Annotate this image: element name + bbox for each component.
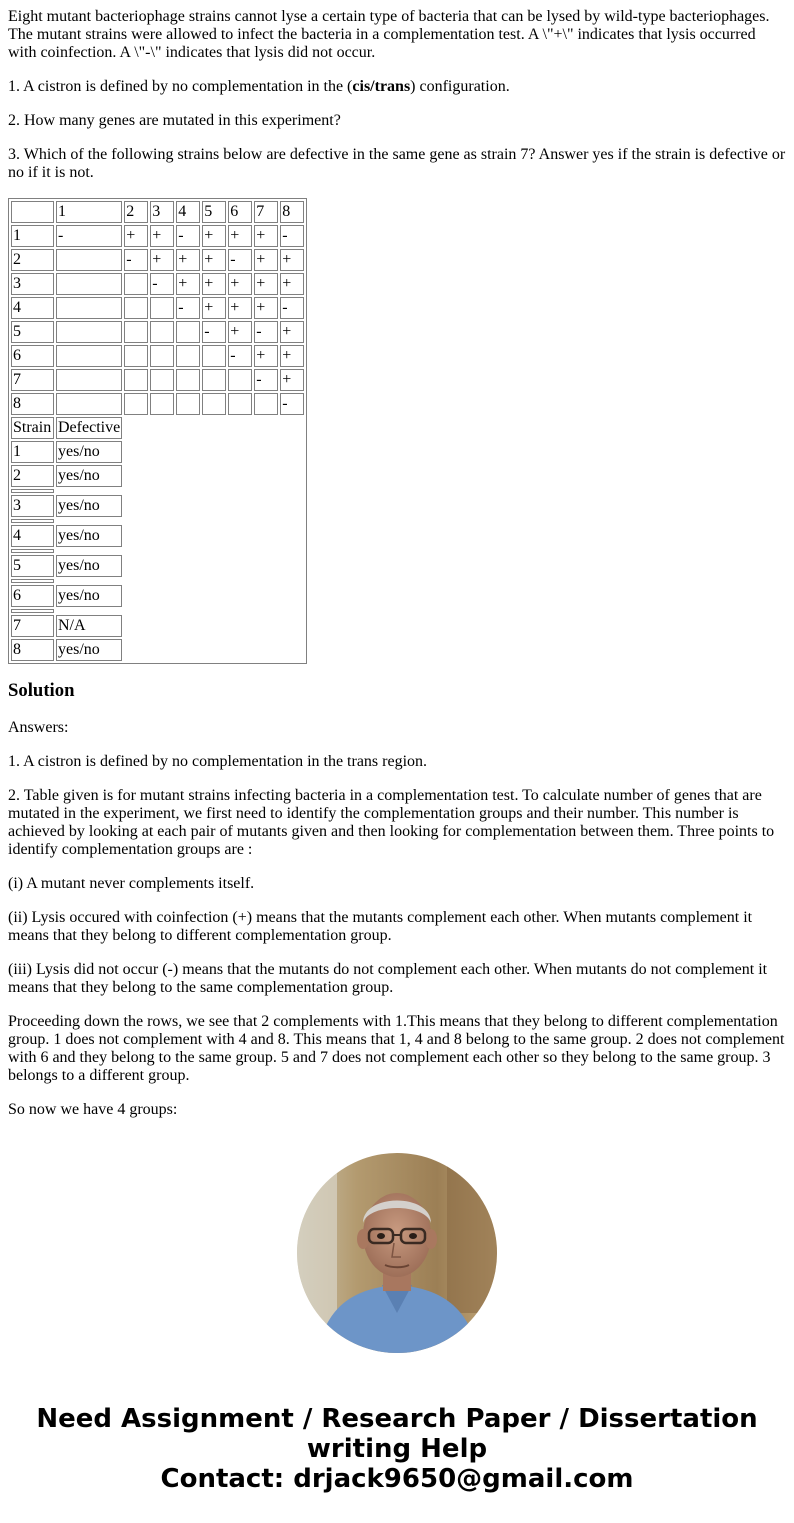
table-cell: - xyxy=(176,225,200,247)
table-cell: - xyxy=(56,225,122,247)
point-i: (i) A mutant never complements itself. xyxy=(8,875,255,892)
promo-line-1: Need Assignment / Research Paper / Dissertation xyxy=(36,1404,758,1434)
promo-line-2: writing Help xyxy=(306,1434,488,1464)
spacer-row xyxy=(11,519,304,523)
table-cell xyxy=(176,345,200,367)
proceeding-paragraph: Proceeding down the rows, we see that 2 complements with 1.This means that they belong to different complementation group. 1 does not complement with 4 and 8. This means that 1, 4 and 8 belong to the same group. 2 does not complement with 6 and they belong to the same group. 5 and 7 does not complement each other so they belong to the same group. 3 belongs to a different group. xyxy=(8,1013,785,1084)
spacer-empty xyxy=(56,609,122,613)
table-cell: + xyxy=(228,321,252,343)
table-cell xyxy=(124,345,148,367)
table-cell: 2 xyxy=(11,249,54,271)
avatar-portrait-icon xyxy=(297,1153,497,1353)
table-cell xyxy=(124,393,148,415)
table-header-row xyxy=(11,201,304,223)
answer-header-cell: Defective xyxy=(56,417,122,439)
table-row xyxy=(11,321,304,343)
table-cell xyxy=(124,297,148,319)
table-cell: - xyxy=(176,297,200,319)
table-row xyxy=(11,369,304,391)
strain-cell: 6 xyxy=(11,585,54,607)
table-cell: + xyxy=(280,249,304,271)
complementation-table-body xyxy=(11,201,304,661)
table-cell: + xyxy=(176,249,200,271)
table-cell xyxy=(202,345,226,367)
defective-cell: yes/no xyxy=(56,525,122,547)
table-cell: - xyxy=(124,249,148,271)
table-cell: 3 xyxy=(11,273,54,295)
header-cell: 4 xyxy=(176,201,200,223)
table-cell xyxy=(56,273,122,295)
spacer-cell xyxy=(11,519,54,523)
spacer-empty xyxy=(56,579,122,583)
strain-cell: 3 xyxy=(11,495,54,517)
header-cell: 2 xyxy=(124,201,148,223)
table-cell: - xyxy=(280,393,304,415)
spacer-row xyxy=(11,609,304,613)
table-cell: 8 xyxy=(11,393,54,415)
strain-cell: 2 xyxy=(11,465,54,487)
table-cell: + xyxy=(280,321,304,343)
table-cell: + xyxy=(228,273,252,295)
table-row xyxy=(11,225,304,247)
table-cell xyxy=(202,393,226,415)
table-cell xyxy=(56,345,122,367)
spacer-row xyxy=(11,489,304,493)
defective-cell: yes/no xyxy=(56,585,122,607)
table-cell xyxy=(176,393,200,415)
table-cell: + xyxy=(176,273,200,295)
question-intro: Eight mutant bacteriophage strains cannot lyse a certain type of bacteria that can be lysed by wild-type bacteriophages. The mutant strains were allowed to infect the bacteria in a complementation test. A \"+\" indicates that lysis occurred with coinfection. A \"-\" indicates that lysis did not occur. xyxy=(8,8,770,61)
complementation-table xyxy=(8,198,307,664)
table-cell xyxy=(254,393,278,415)
strain-cell: 1 xyxy=(11,441,54,463)
defective-cell: yes/no xyxy=(56,465,122,487)
answer-row xyxy=(11,525,304,547)
table-cell xyxy=(56,321,122,343)
promo-contact: Contact: drjack9650@gmail.com xyxy=(160,1464,634,1494)
table-cell xyxy=(124,321,148,343)
table-cell: - xyxy=(254,369,278,391)
table-cell: + xyxy=(202,249,226,271)
answer-row xyxy=(11,615,304,637)
table-cell: + xyxy=(254,249,278,271)
question-2: 2. How many genes are mutated in this experiment? xyxy=(8,112,341,129)
spacer-empty xyxy=(56,549,122,553)
defective-cell: yes/no xyxy=(56,441,122,463)
table-row xyxy=(11,393,304,415)
header-cell: 6 xyxy=(228,201,252,223)
header-cell: 8 xyxy=(280,201,304,223)
strain-cell: 7 xyxy=(11,615,54,637)
answer-1: 1. A cistron is defined by no complementation in the trans region. xyxy=(8,753,428,770)
spacer-row xyxy=(11,579,304,583)
answer-row xyxy=(11,639,304,661)
answer-row xyxy=(11,495,304,517)
table-cell xyxy=(228,369,252,391)
table-row xyxy=(11,249,304,271)
question-1 xyxy=(8,78,786,96)
table-cell: - xyxy=(150,273,174,295)
question-3: 3. Which of the following strains below are defective in the same gene as strain 7? Answer yes if the strain is defective or no if it is not. xyxy=(8,146,786,181)
header-cell: 1 xyxy=(56,201,122,223)
answer-row xyxy=(11,585,304,607)
table-cell: - xyxy=(280,297,304,319)
header-cell: 3 xyxy=(150,201,174,223)
table-cell xyxy=(176,369,200,391)
table-cell: + xyxy=(254,225,278,247)
answer-2: 2. Table given is for mutant strains infecting bacteria in a complementation test. To calculate number of genes that are mutated in the experiment, we first need to identify the complementation groups and their number. This number is achieved by looking at each pair of mutants given and then looking for complementation between them. Three points to identify complementation groups are : xyxy=(8,787,775,858)
table-cell: + xyxy=(280,369,304,391)
table-cell: + xyxy=(202,273,226,295)
answer-header-row xyxy=(11,417,304,439)
table-cell: + xyxy=(228,297,252,319)
table-cell xyxy=(56,249,122,271)
spacer-empty xyxy=(56,519,122,523)
answer-row xyxy=(11,555,304,577)
promo-banner xyxy=(0,1404,794,1494)
table-cell: + xyxy=(280,273,304,295)
table-cell: + xyxy=(150,225,174,247)
header-cell: 7 xyxy=(254,201,278,223)
table-cell: + xyxy=(254,273,278,295)
table-cell: - xyxy=(228,345,252,367)
table-cell: - xyxy=(228,249,252,271)
table-cell: 4 xyxy=(11,297,54,319)
table-cell: 7 xyxy=(11,369,54,391)
table-cell xyxy=(150,321,174,343)
table-cell xyxy=(150,297,174,319)
point-iii: (iii) Lysis did not occur (-) means that the mutants do not complement each other. When mutants do not complement it means that they belong to the same complementation group. xyxy=(8,961,768,996)
table-cell xyxy=(150,369,174,391)
table-cell xyxy=(124,273,148,295)
answer-header-cell: Strain xyxy=(11,417,54,439)
spacer-cell xyxy=(11,549,54,553)
table-cell xyxy=(150,393,174,415)
header-cell: 5 xyxy=(202,201,226,223)
table-cell: - xyxy=(202,321,226,343)
table-cell: 5 xyxy=(11,321,54,343)
question-1-text-before: 1. A cistron is defined by no complementation in the ( xyxy=(8,78,353,95)
point-ii: (ii) Lysis occured with coinfection (+) means that the mutants complement each other. When mutants complement it means that they belong to different complementation group. xyxy=(8,909,753,944)
groups-intro: So now we have 4 groups: xyxy=(8,1101,178,1118)
spacer-empty xyxy=(56,489,122,493)
answers-label: Answers: xyxy=(8,719,69,736)
table-cell: + xyxy=(150,249,174,271)
table-cell xyxy=(56,297,122,319)
spacer-cell xyxy=(11,489,54,493)
table-cell xyxy=(150,345,174,367)
table-cell: + xyxy=(202,297,226,319)
spacer-row xyxy=(11,549,304,553)
table-cell xyxy=(124,369,148,391)
table-cell: - xyxy=(280,225,304,247)
table-cell xyxy=(202,369,226,391)
table-cell: + xyxy=(254,345,278,367)
table-cell: 1 xyxy=(11,225,54,247)
table-cell: - xyxy=(254,321,278,343)
table-row xyxy=(11,345,304,367)
table-cell: + xyxy=(124,225,148,247)
avatar xyxy=(297,1153,497,1353)
defective-cell: N/A xyxy=(56,615,122,637)
table-cell xyxy=(56,393,122,415)
solution-heading: Solution xyxy=(8,680,75,701)
table-cell: + xyxy=(202,225,226,247)
table-row xyxy=(11,273,304,295)
answer-row xyxy=(11,465,304,487)
table-cell: + xyxy=(280,345,304,367)
table-cell: + xyxy=(254,297,278,319)
question-1-text-after: ) configuration. xyxy=(410,78,510,95)
table-cell xyxy=(56,369,122,391)
spacer-cell xyxy=(11,579,54,583)
table-cell: + xyxy=(228,225,252,247)
strain-cell: 5 xyxy=(11,555,54,577)
table-row xyxy=(11,297,304,319)
spacer-cell xyxy=(11,609,54,613)
header-cell xyxy=(11,201,54,223)
defective-cell: yes/no xyxy=(56,639,122,661)
defective-cell: yes/no xyxy=(56,555,122,577)
table-cell xyxy=(228,393,252,415)
question-1-bold: cis/trans xyxy=(352,78,411,95)
strain-cell: 8 xyxy=(11,639,54,661)
answer-row xyxy=(11,441,304,463)
strain-cell: 4 xyxy=(11,525,54,547)
defective-cell: yes/no xyxy=(56,495,122,517)
table-cell xyxy=(176,321,200,343)
table-cell: 6 xyxy=(11,345,54,367)
